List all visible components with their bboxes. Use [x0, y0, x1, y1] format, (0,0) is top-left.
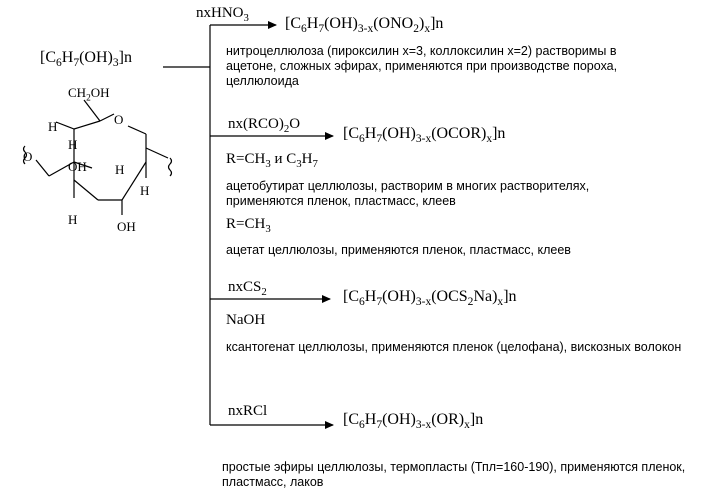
product-xanthate: $[C_6H_7(OH)_{3-x}(OCS_2Na)_x]n$	[343, 288, 517, 309]
product-acylcellulose: $[C_6H_7(OH)_{3-x}(OCOR)_x]n$	[343, 125, 506, 146]
ring-oxygen-label: O	[114, 112, 124, 127]
condition-r-acetate: $R=CH_3$	[226, 216, 271, 235]
h-bottom-left-label: H	[68, 212, 78, 227]
note-nitrocellulose: нитроцеллюлоза (пироксилин x=3, коллоксилин x=2) растворимы в ацетоне, сложных эфирах, применяются при производстве пороха, целлюлоида	[226, 44, 618, 88]
h-bottom-right-label: H	[115, 162, 125, 177]
reagent-naoh: NaOH	[226, 312, 266, 328]
h-right-label: H	[140, 183, 150, 198]
product-nitrocellulose: $[C_6H_7(OH)_{3-x}(ONO_2)_x]n$	[285, 15, 444, 36]
reagent-hno3: nxHNO$_3$	[196, 5, 249, 24]
condition-r-butyrate: $R=CH_3$ и $C_3H_7$	[226, 151, 318, 170]
cellulose-formula: $[C_6H_7(OH)_3]n$	[40, 49, 132, 70]
reagent-cs2: nxCS$_2$	[228, 279, 267, 298]
h-top-left-label: H	[48, 119, 58, 134]
note-acetobutyrate: ацетобутират целлюлозы, растворим в многих растворителях, применяются пленок, пластмасс, клеев	[226, 179, 590, 208]
oh-left-label: OH	[68, 159, 87, 174]
ch2oh-label: $CH_2OH$	[68, 85, 110, 104]
note-xanthate: ксантогенат целлюлозы, применяются пленок (целофана), вискозных волокон	[226, 340, 682, 354]
right-chain-wave	[169, 158, 172, 176]
oh-bottom-label: OH	[117, 219, 136, 234]
h-top-mid-label: H	[68, 137, 78, 152]
note-acetate: ацетат целлюлозы, применяются пленок, пластмасс, клеев	[226, 243, 571, 257]
reagent-rcl: nxRCl	[228, 403, 268, 419]
product-ether: $[C_6H_7(OH)_{3-x}(OR)_x]n$	[343, 411, 484, 432]
linkage-oxygen-label: O	[23, 149, 33, 164]
note-ether: простые эфиры целлюлозы, термопласты (Тпл=160-190), применяются пленок, пластмасс, лаков	[222, 460, 686, 489]
reagent-anhydride: $nx(RCO)_2O$	[228, 116, 301, 135]
